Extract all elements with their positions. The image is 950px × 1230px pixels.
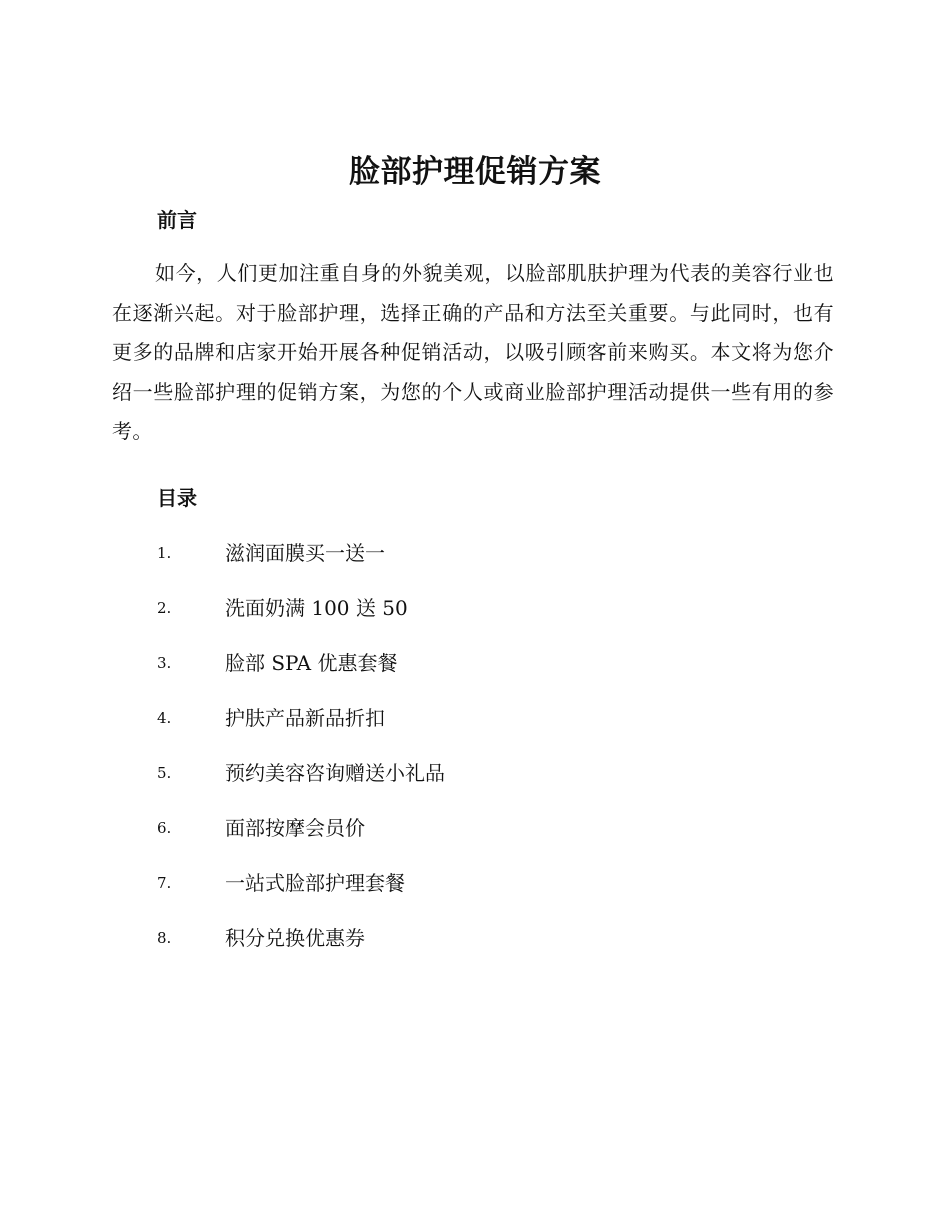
toc-item-text: 脸部 SPA 优惠套餐 — [225, 651, 398, 675]
toc-item — [157, 810, 757, 865]
page-title: 脸部护理促销方案 — [349, 154, 601, 190]
toc-item-text: 护肤产品新品折扣 — [225, 706, 385, 730]
toc-item-number: 8. — [157, 929, 172, 947]
toc-item — [157, 920, 757, 975]
toc-item-number: 6. — [157, 819, 172, 837]
toc-item-text: 滋润面膜买一送一 — [225, 541, 385, 565]
toc-item — [157, 865, 757, 920]
toc-item-text: 积分兑换优惠券 — [225, 926, 365, 950]
toc-item — [157, 755, 757, 810]
toc-item — [157, 700, 757, 755]
toc-item-text: 面部按摩会员价 — [225, 816, 365, 840]
toc-item — [157, 590, 757, 645]
toc-item-text: 一站式脸部护理套餐 — [225, 871, 405, 895]
toc-item-number: 3. — [157, 654, 172, 672]
preface-paragraph: 如今，人们更加注重自身的外貌美观，以脸部肌肤护理为代表的美容行业也在逐渐兴起。对于脸部护理，选择正确的产品和方法至关重要。与此同时，也有更多的品牌和店家开始开展各种促销活动，以吸引顾客前来购买。本文将为您介绍一些脸部护理的促销方案，为您的个人或商业脸部护理活动提供一些有用的参考。 — [112, 261, 834, 443]
preface-heading: 前言 — [157, 208, 197, 232]
toc-heading: 目录 — [157, 486, 197, 510]
toc-item — [157, 535, 757, 590]
toc-item-text: 洗面奶满 100 送 50 — [225, 596, 408, 620]
toc-item-number: 4. — [157, 709, 172, 727]
toc-list — [157, 535, 757, 975]
toc-item-number: 5. — [157, 764, 172, 782]
toc-item-number: 2. — [157, 599, 172, 617]
toc-item-text: 预约美容咨询赠送小礼品 — [225, 761, 445, 785]
toc-item-number: 7. — [157, 874, 172, 892]
toc-item — [157, 645, 757, 700]
toc-item-number: 1. — [157, 544, 172, 562]
